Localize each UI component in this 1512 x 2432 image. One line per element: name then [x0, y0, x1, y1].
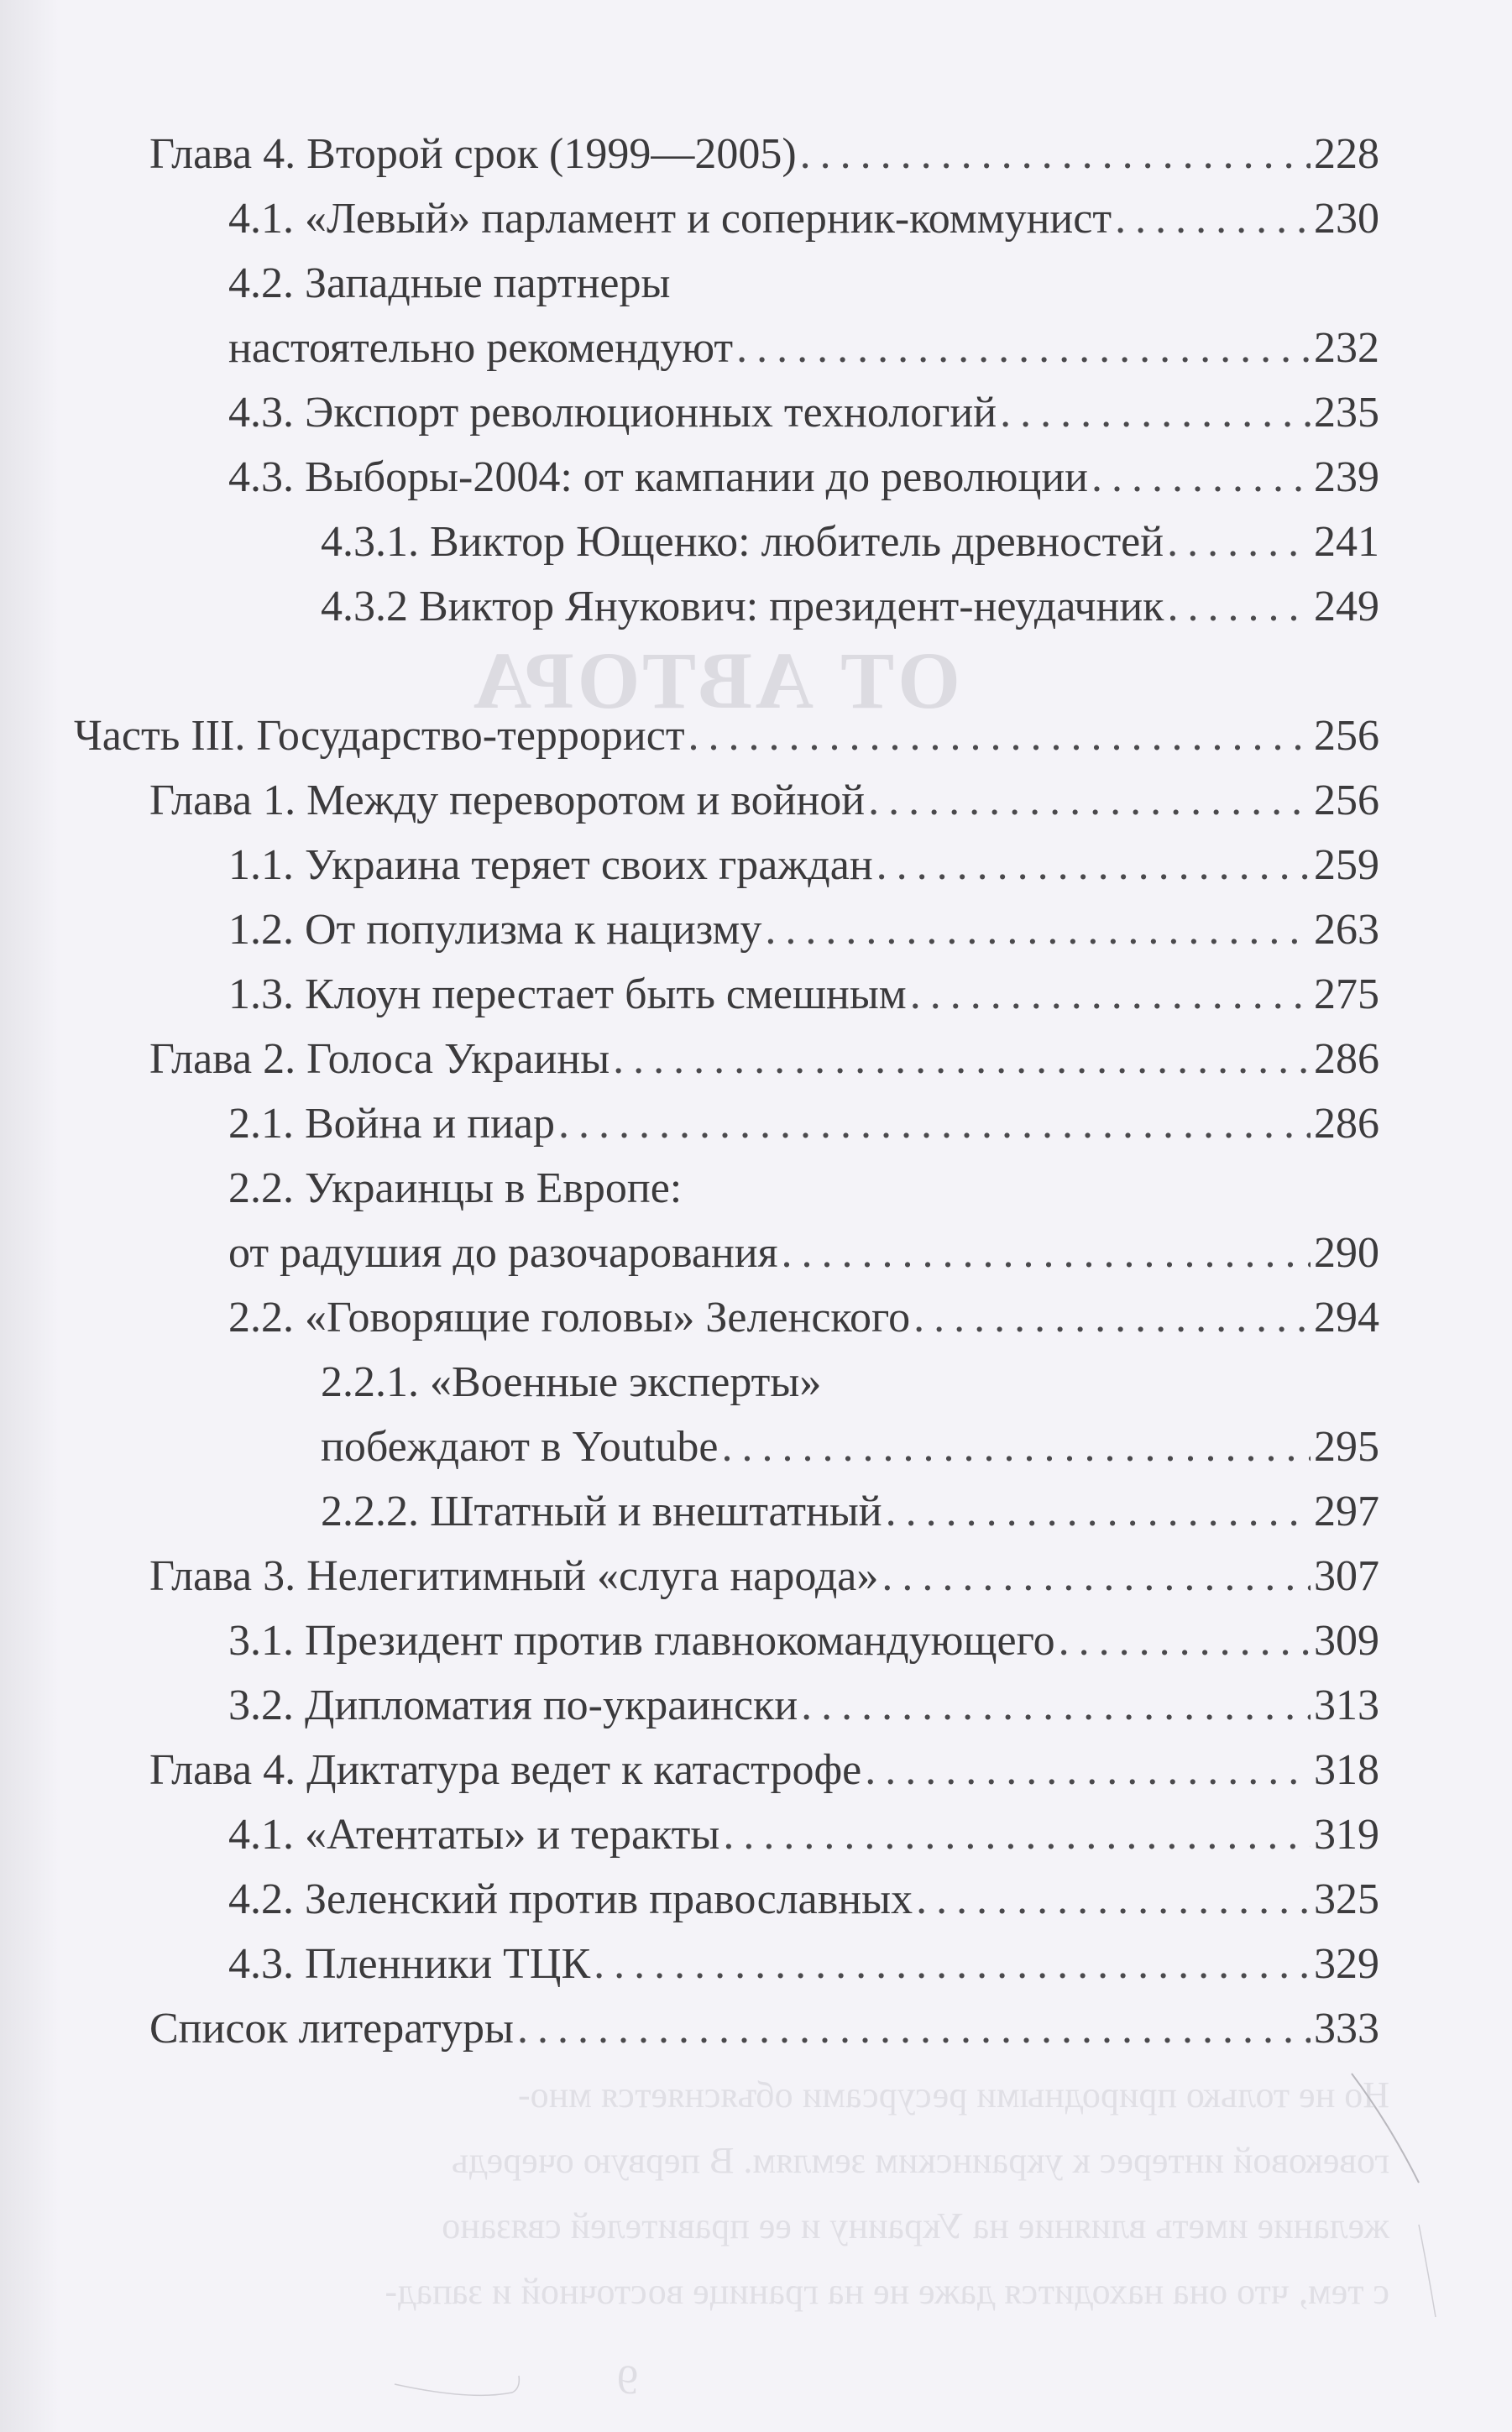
bleed-through-line: говековой интерес к украинским землям. В первую очередь	[451, 2140, 1389, 2181]
toc-entry-title: Глава 1. Между переворотом и войной	[149, 777, 866, 824]
toc-entry[interactable]	[228, 380, 1379, 445]
toc-entry-page: 329	[1314, 1940, 1379, 1988]
dot-leader	[613, 1027, 1311, 1091]
toc-entry-continuation[interactable]	[228, 1221, 1379, 1285]
toc-entry-title: 4.3.2 Виктор Янукович: президент-неудачник	[321, 583, 1164, 630]
toc-entry[interactable]	[228, 1932, 1379, 1996]
dot-leader	[868, 768, 1311, 833]
dot-leader	[882, 1544, 1311, 1608]
toc-entry[interactable]	[228, 251, 1379, 316]
dot-leader	[688, 703, 1311, 768]
toc-entry-part[interactable]	[74, 703, 1379, 768]
toc-entry[interactable]	[321, 1350, 1379, 1415]
toc-entry[interactable]	[321, 510, 1379, 574]
toc-entry-title: 2.2. «Говорящие головы» Зеленского	[228, 1294, 911, 1342]
toc-entry-page: 307	[1314, 1552, 1379, 1600]
dot-leader	[800, 122, 1311, 186]
bleed-through-page-number: 9	[617, 2356, 638, 2403]
toc-entry-title: Глава 2. Голоса Украины	[149, 1035, 610, 1083]
toc-entry-page: 286	[1314, 1035, 1379, 1083]
toc-entry[interactable]	[228, 1673, 1379, 1738]
toc-entry-title: 4.3.1. Виктор Ющенко: любитель древностей	[321, 518, 1164, 566]
dot-leader	[736, 316, 1311, 380]
dot-leader	[876, 833, 1311, 897]
dot-leader	[517, 1996, 1311, 2061]
toc-entry-page: 230	[1314, 195, 1379, 243]
toc-entry-title: побеждают в Youtube	[321, 1423, 719, 1471]
toc-entry[interactable]	[149, 1738, 1379, 1802]
toc-entry-page: 295	[1314, 1423, 1379, 1471]
toc-entry-title: Часть III. Государство-террорист	[74, 712, 685, 760]
toc-entry-title: 4.3. Пленники ТЦК	[228, 1940, 591, 1988]
toc-entry[interactable]	[149, 1027, 1379, 1091]
toc-entry[interactable]	[228, 1156, 1379, 1221]
toc-entry[interactable]	[228, 1608, 1379, 1673]
dot-leader	[1115, 186, 1311, 251]
dot-leader	[865, 1738, 1311, 1802]
dot-leader	[723, 1802, 1311, 1867]
dot-leader	[801, 1673, 1311, 1738]
toc-entry-title: 4.2. Западные партнеры	[228, 259, 671, 307]
toc-entry-page: 325	[1314, 1875, 1379, 1923]
toc-entry-title: 4.2. Зеленский против православных	[228, 1875, 913, 1923]
toc-entry-title: 4.3. Экспорт революционных технологий	[228, 389, 997, 437]
bleed-through-title: ОТ АВТОРА	[470, 635, 960, 725]
toc-entry-title: 3.1. Президент против главнокомандующего	[228, 1617, 1055, 1665]
toc-entry-title: от радушия до разочарования	[228, 1229, 778, 1277]
toc-entry-page: 290	[1314, 1229, 1379, 1277]
dot-leader	[1167, 510, 1311, 574]
toc-entry-title: настоятельно рекомендуют	[228, 324, 734, 372]
dot-leader	[910, 962, 1311, 1027]
toc-entry[interactable]	[149, 768, 1379, 833]
toc-entry-continuation[interactable]	[321, 1415, 1379, 1479]
toc-entry-page: 309	[1314, 1617, 1379, 1665]
toc-entry-title: Список литературы	[149, 2005, 514, 2053]
toc-entry-title: 1.2. От популизма к нацизму	[228, 906, 762, 954]
toc-entry[interactable]	[228, 962, 1379, 1027]
toc-entry[interactable]	[149, 122, 1379, 186]
toc-entry[interactable]	[228, 1091, 1379, 1156]
toc-entry[interactable]	[228, 833, 1379, 897]
toc-entry-title: 2.2. Украинцы в Европе:	[228, 1164, 683, 1212]
toc-entry-title: Глава 3. Нелегитимный «слуга народа»	[149, 1552, 879, 1600]
toc-entry-page: 249	[1314, 583, 1379, 630]
toc-entry[interactable]	[149, 1544, 1379, 1608]
dot-leader	[765, 897, 1311, 962]
bleed-through-line: желание иметь влияние на Украину и ее правителей связано	[442, 2205, 1389, 2246]
toc-entry-page: 297	[1314, 1488, 1379, 1535]
toc-entry-title: 4.1. «Атентаты» и теракты	[228, 1811, 720, 1859]
dot-leader	[594, 1932, 1311, 1996]
toc-entry-title: 2.2.2. Штатный и внештатный	[321, 1488, 882, 1535]
bleed-through-line: с тем, что она находится даже не на границе восточной и запад-	[385, 2271, 1389, 2312]
toc-entry-title: 4.1. «Левый» парламент и соперник-коммунист	[228, 195, 1112, 243]
dot-leader	[1167, 574, 1311, 639]
toc-entry[interactable]	[228, 1285, 1379, 1350]
toc-entry[interactable]	[321, 574, 1379, 639]
dot-leader	[1059, 1608, 1311, 1673]
dot-leader	[913, 1285, 1311, 1350]
toc-entry-page: 256	[1314, 777, 1379, 824]
toc-entry-page: 275	[1314, 970, 1379, 1018]
toc-entry-page: 319	[1314, 1811, 1379, 1859]
toc-entry[interactable]	[228, 445, 1379, 510]
toc-entry[interactable]	[228, 1802, 1379, 1867]
toc-entry-page: 286	[1314, 1100, 1379, 1148]
dot-leader	[1091, 445, 1311, 510]
toc-entry[interactable]	[228, 1867, 1379, 1932]
dot-leader	[916, 1867, 1311, 1932]
toc-entry-title: 2.1. Война и пиар	[228, 1100, 555, 1148]
bleed-through-line: Но не только природными ресурсами объясняется мно-	[517, 2074, 1389, 2116]
toc-entry-bibliography[interactable]	[149, 1996, 1379, 2061]
toc-entry-continuation[interactable]	[228, 316, 1379, 380]
dot-leader	[1000, 380, 1311, 445]
toc-entry[interactable]	[228, 897, 1379, 962]
toc-entry-page: 318	[1314, 1746, 1379, 1794]
toc-entry-page: 239	[1314, 453, 1379, 501]
toc-entry[interactable]	[228, 186, 1379, 251]
dot-leader	[721, 1415, 1311, 1479]
toc-entry-title: Глава 4. Второй срок (1999—2005)	[149, 130, 797, 178]
toc-entry-title: Глава 4. Диктатура ведет к катастрофе	[149, 1746, 862, 1794]
toc-entry-page: 333	[1314, 2005, 1379, 2053]
toc-entry-page: 313	[1314, 1681, 1379, 1729]
toc-entry-page: 294	[1314, 1294, 1379, 1342]
toc-entry-title: 2.2.1. «Военные эксперты»	[321, 1358, 822, 1406]
toc-entry-title: 1.1. Украина теряет своих граждан	[228, 841, 873, 889]
toc-entry[interactable]	[321, 1479, 1379, 1544]
dot-leader	[886, 1479, 1311, 1544]
dot-leader	[782, 1221, 1311, 1285]
toc-entry-page: 235	[1314, 389, 1379, 437]
toc-entry-page: 241	[1314, 518, 1379, 566]
toc-entry-title: 4.3. Выборы-2004: от кампании до революции	[228, 453, 1089, 501]
toc-entry-page: 232	[1314, 324, 1379, 372]
toc-entry-page: 228	[1314, 130, 1379, 178]
toc-entry-page: 263	[1314, 906, 1379, 954]
toc-entry-page: 256	[1314, 712, 1379, 760]
toc-entry-title: 3.2. Дипломатия по-украински	[228, 1681, 798, 1729]
toc-entry-page: 259	[1314, 841, 1379, 889]
toc-entry-title: 1.3. Клоун перестает быть смешным	[228, 970, 907, 1018]
page-edge-shadow	[0, 0, 59, 2432]
dot-leader	[558, 1091, 1311, 1156]
